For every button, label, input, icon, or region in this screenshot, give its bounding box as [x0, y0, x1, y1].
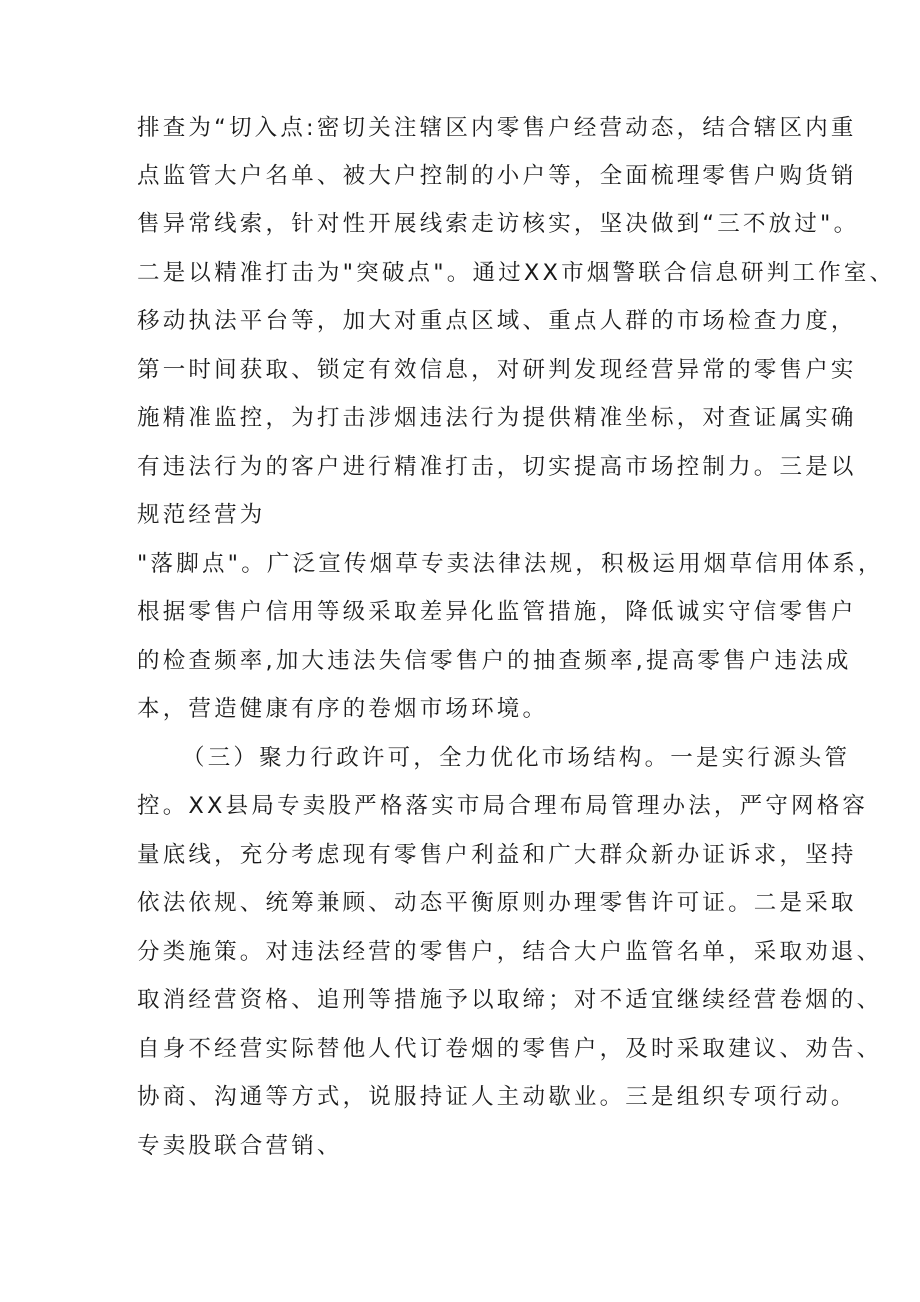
paragraph-line-15: 控。XX县局专卖股严格落实市局合理布局管理办法，严守网格容 — [137, 793, 869, 819]
paragraph-line-12: 的检查频率,加大违法失信零售户的抽查频率,提高零售户违法成 — [137, 648, 852, 674]
paragraph-line-22: 专卖股联合营销、 — [137, 1133, 343, 1159]
paragraph-line-8: 有违法行为的客户进行精准打击，切实提高市场控制力。三是以 — [137, 454, 857, 480]
paragraph-line-13: 本，营造健康有序的卷烟市场环境。 — [137, 696, 549, 722]
paragraph-line-20: 自身不经营实际替他人代订卷烟的零售户，及时采取建议、劝告、 — [137, 1036, 883, 1062]
paragraph-line-1: 排查为“切入点:密切关注辖区内零售户经营动态，结合辖区内重 — [137, 115, 857, 141]
paragraph-line-18: 分类施策。对违法经营的零售户，结合大户监管名单，采取劝退、 — [137, 939, 883, 965]
paragraph-line-21: 协商、沟通等方式，说服持证人主动歇业。三是组织专项行动。 — [137, 1084, 857, 1110]
paragraph-line-4: 二是以精准打击为"突破点"。通过XX市烟警联合信息研判工作室、 — [137, 260, 896, 286]
paragraph-line-9: 规范经营为 — [137, 502, 266, 528]
paragraph-line-16: 量底线，充分考虑现有零售户利益和广大群众新办证诉求，坚持 — [137, 842, 857, 868]
paragraph-line-3: 售异常线索，针对性开展线索走访核实，坚决做到“三不放过"。 — [137, 211, 860, 237]
paragraph-line-6: 第一时间获取、锁定有效信息，对研判发现经营异常的零售户实 — [137, 357, 857, 383]
paragraph-line-5: 移动执法平台等，加大对重点区域、重点人群的市场检查力度， — [137, 308, 857, 334]
paragraph-line-10: "落脚点"。广泛宣传烟草专卖法律法规，积极运用烟草信用体系， — [137, 551, 884, 577]
paragraph-line-7: 施精准监控，为打击涉烟违法行为提供精准坐标，对查证属实确 — [137, 405, 857, 431]
paragraph-line-11: 根据零售户信用等级采取差异化监管措施，降低诚实守信零售户 — [137, 599, 857, 625]
paragraph-line-14: （三）聚力行政许可，全力优化市场结构。一是实行源头管 — [182, 745, 851, 771]
paragraph-line-2: 点监管大户名单、被大户控制的小户等，全面梳理零售户购货销 — [137, 163, 857, 189]
paragraph-line-19: 取消经营资格、追刑等措施予以取缔；对不适宜继续经营卷烟的、 — [137, 987, 883, 1013]
paragraph-line-17: 依法依规、统筹兼顾、动态平衡原则办理零售许可证。二是采取 — [137, 890, 857, 916]
